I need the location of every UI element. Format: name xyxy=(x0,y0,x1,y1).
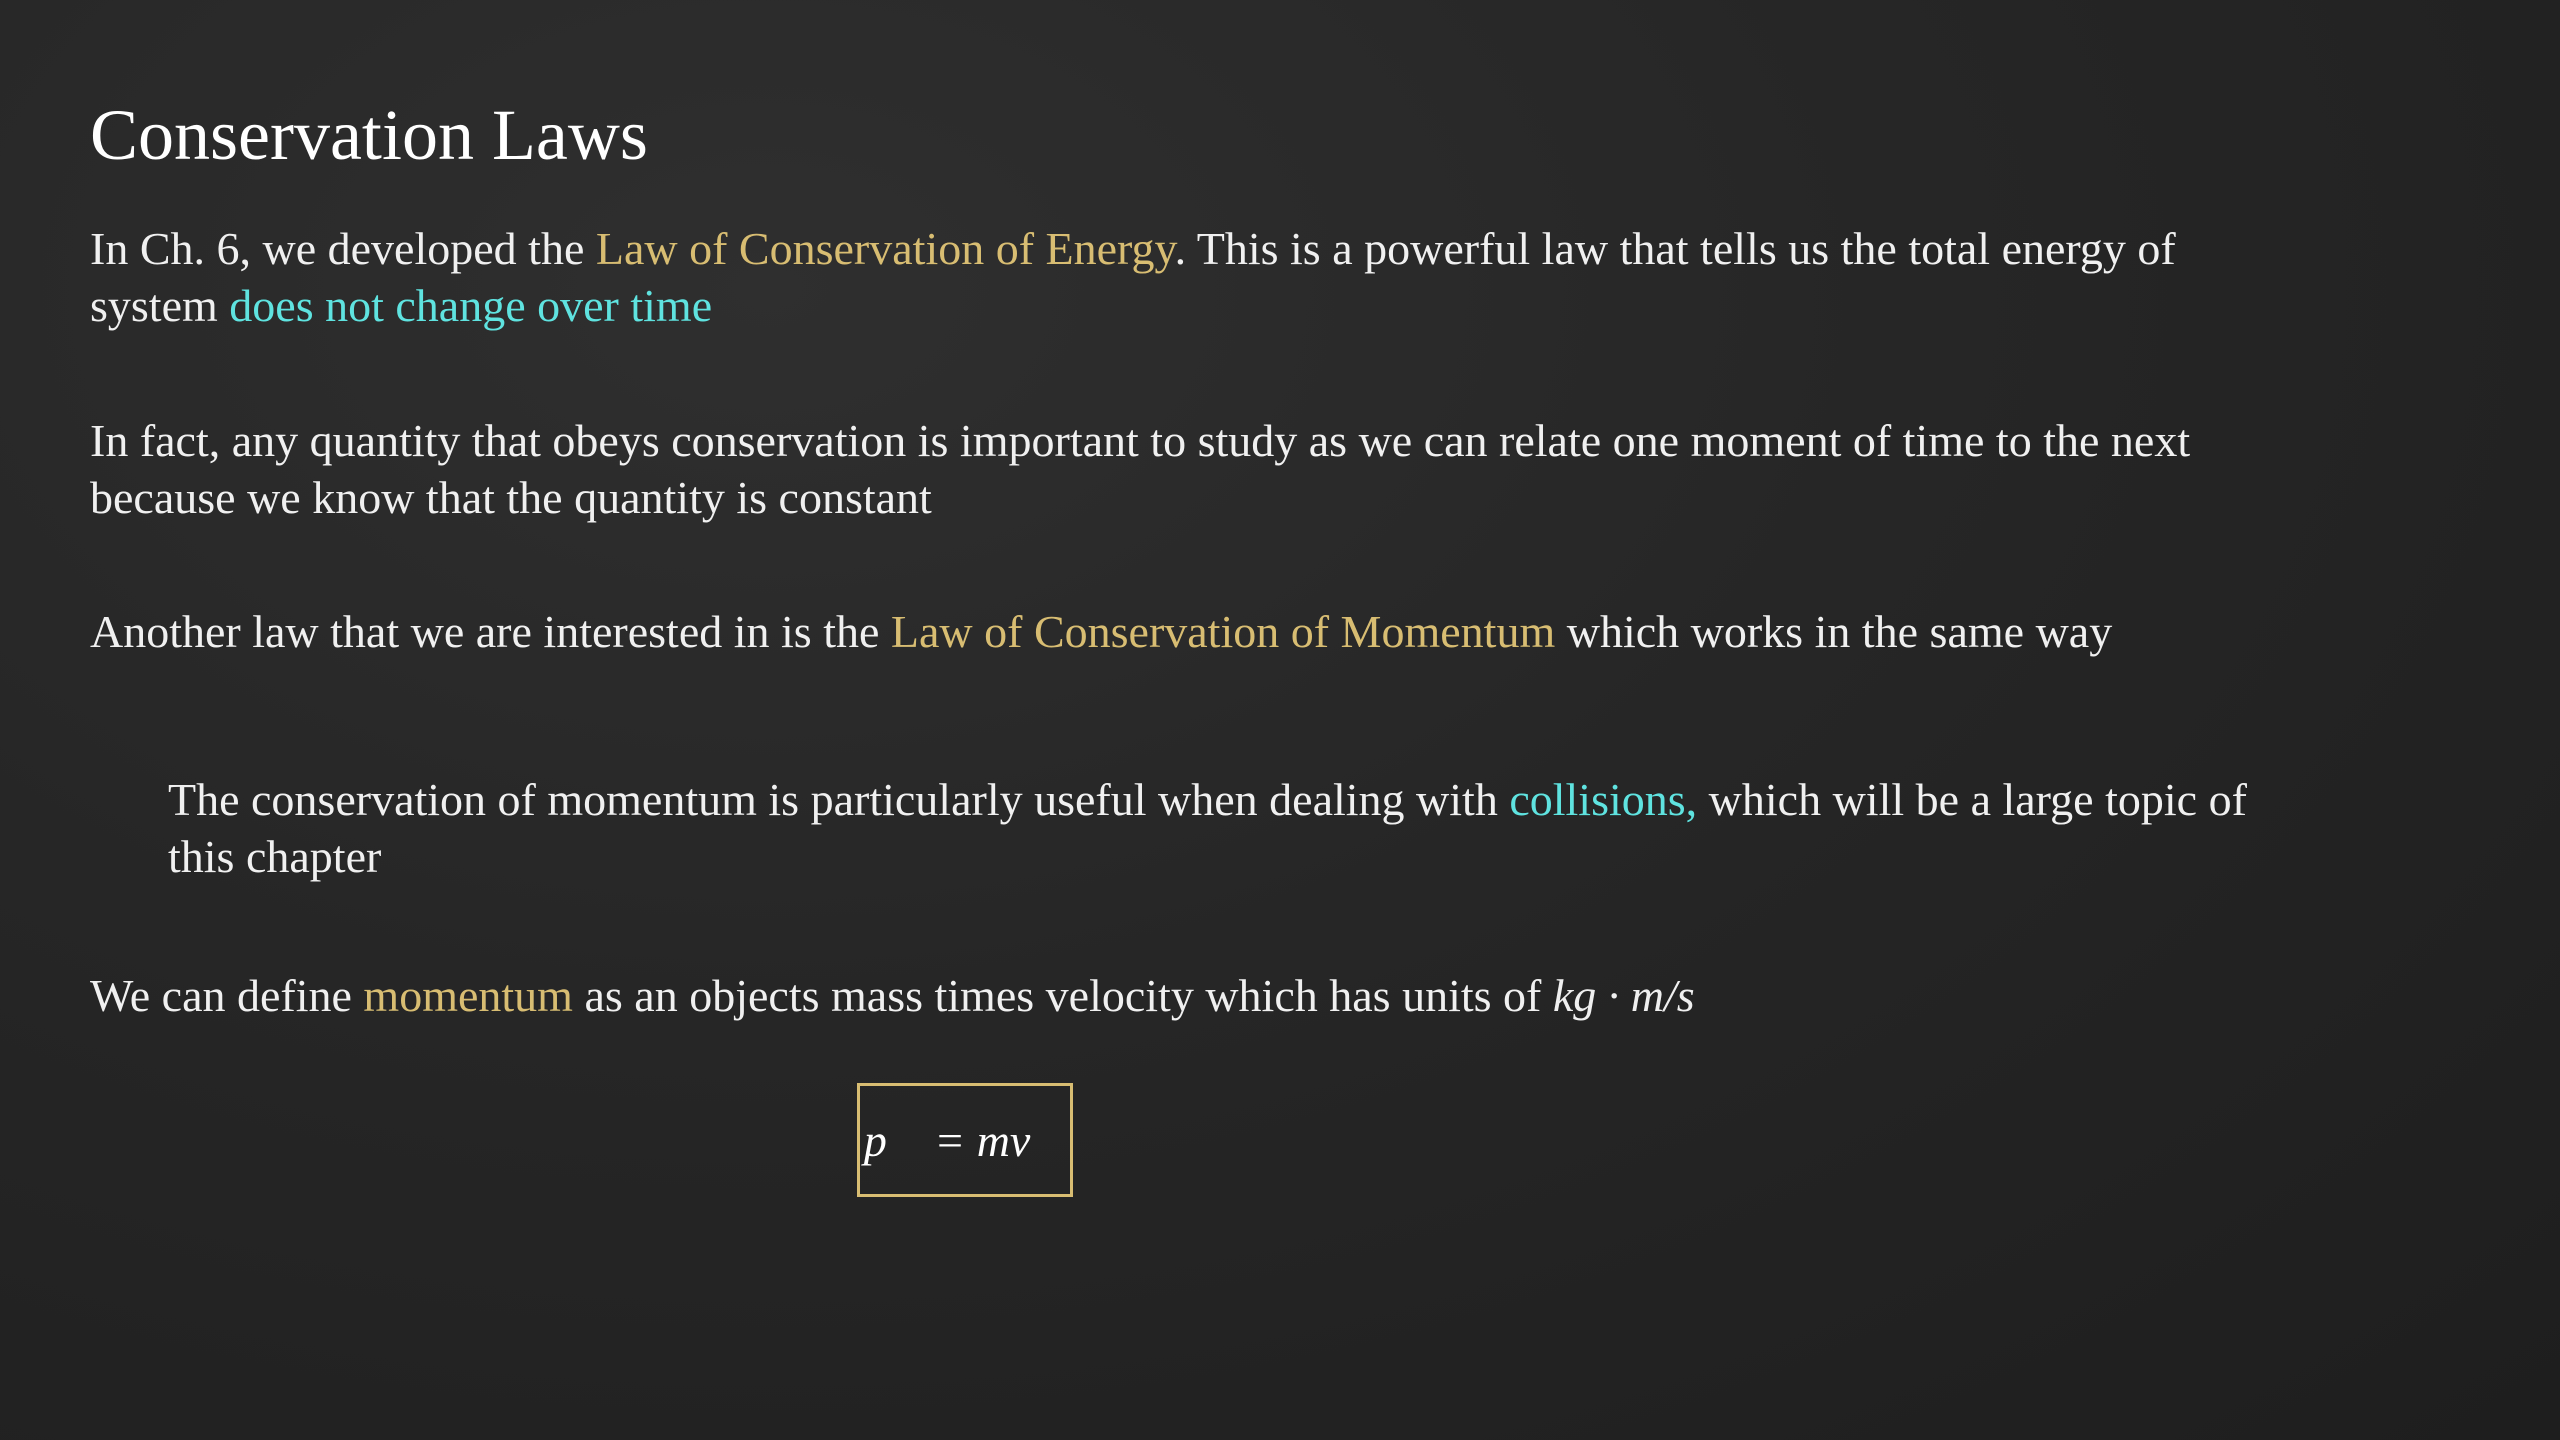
text: We can define xyxy=(90,970,364,1021)
text: which will be a large topic of this chapter xyxy=(168,774,2247,882)
text: In Ch. 6, we developed the xyxy=(90,223,596,274)
slide-title: Conservation Laws xyxy=(90,95,648,175)
highlight-momentum: momentum xyxy=(363,970,573,1021)
paragraph-energy xyxy=(90,220,2210,334)
highlight-law-energy: Law of Conservation of Energy xyxy=(595,223,1175,274)
text: . This is a powerful law that tells us the total energy of system xyxy=(90,223,2176,331)
highlight-no-change: does not change over time xyxy=(229,280,713,331)
text: which works in the same way xyxy=(1555,606,2113,657)
highlight-collisions: collisions, xyxy=(1509,774,1698,825)
text: The conservation of momentum is particularly useful when dealing with xyxy=(168,774,1510,825)
text: Another law that we are interested in is the xyxy=(90,606,891,657)
paragraph-momentum-law xyxy=(90,603,2210,660)
paragraph-conservation xyxy=(90,412,2210,526)
paragraph-collisions xyxy=(168,771,2288,885)
units-math: kg · m/s xyxy=(1552,970,1695,1021)
paragraph-momentum-definition xyxy=(90,967,2210,1024)
momentum-equation: p⃗ = mv⃗ xyxy=(863,1114,1067,1166)
equation-box xyxy=(857,1083,1073,1197)
text: In fact, any quantity that obeys conservation is important to study as we can relate one moment of time to the next because we know that the quantity is constant xyxy=(90,415,2191,523)
text: as an objects mass times velocity which has units of xyxy=(572,970,1553,1021)
highlight-law-momentum: Law of Conservation of Momentum xyxy=(890,606,1556,657)
